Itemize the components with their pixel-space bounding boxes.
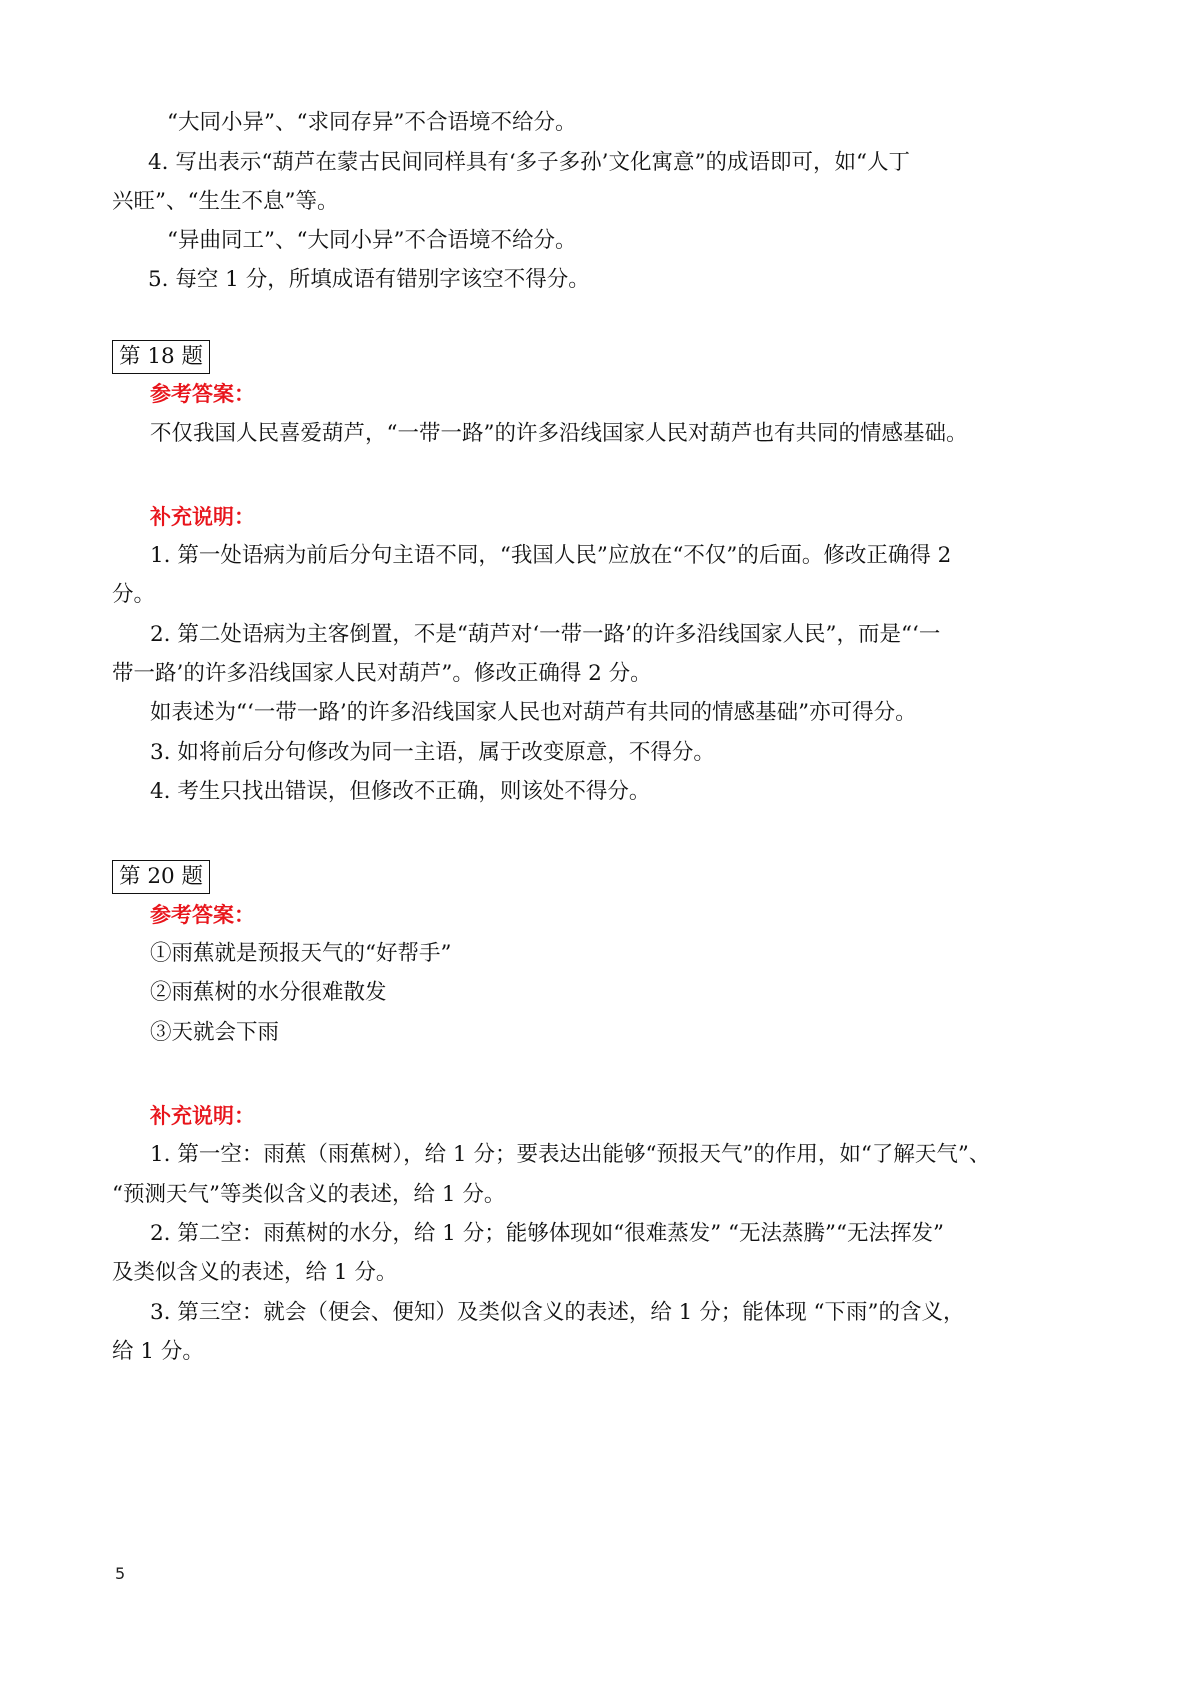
q20-answer-heading: 参考答案： bbox=[150, 903, 255, 927]
q18-note-line-3: 2. 第二处语病为主客倒置，不是“葫芦对‘一带一路’的许多沿线国家人民”，而是“‘一 bbox=[150, 622, 941, 647]
prev-note-line-4: “异曲同工”、“大同小异”不合语境不给分。 bbox=[167, 228, 577, 253]
q18-note-line-4: 带一路’的许多沿线国家人民对葫芦”。修改正确得 2 分。 bbox=[112, 661, 652, 686]
q18-note-line-2: 分。 bbox=[112, 582, 156, 607]
q18-answer-heading: 参考答案： bbox=[150, 382, 255, 406]
prev-note-line-3: 兴旺”、“生生不息”等。 bbox=[112, 189, 339, 214]
q18-note-line-7: 4. 考生只找出错误，但修改不正确，则该处不得分。 bbox=[150, 779, 651, 804]
q18-note-line-1: 1. 第一处语病为前后分句主语不同，“我国人民”应放在“不仅”的后面。修改正确得 2 bbox=[150, 543, 952, 568]
q20-answer-3: ③天就会下雨 bbox=[150, 1020, 280, 1045]
prev-note-line-2: 4. 写出表示“葫芦在蒙古民间同样具有‘多子多孙’文化寓意”的成语即可，如“人丁 bbox=[148, 150, 910, 175]
q20-answer-1: ①雨蕉就是预报天气的“好帮手” bbox=[150, 941, 452, 966]
q18-answer: 不仅我国人民喜爱葫芦，“一带一路”的许多沿线国家人民对葫芦也有共同的情感基础。 bbox=[150, 421, 968, 446]
q20-note-line-3: 2. 第二空：雨蕉树的水分，给 1 分；能够体现如“很难蒸发” “无法蒸腾”“无法挥发” bbox=[150, 1221, 944, 1246]
question-18-label: 第 18 题 bbox=[112, 340, 210, 374]
q20-answer-2: ②雨蕉树的水分很难散发 bbox=[150, 980, 387, 1005]
q20-note-line-5: 3. 第三空：就会（便会、便知）及类似含义的表述，给 1 分；能体现 “下雨”的含义， bbox=[150, 1300, 965, 1325]
question-20-label: 第 20 题 bbox=[112, 860, 210, 894]
q18-note-line-6: 3. 如将前后分句修改为同一主语，属于改变原意，不得分。 bbox=[150, 740, 715, 765]
prev-note-line-1: “大同小异”、“求同存异”不合语境不给分。 bbox=[167, 110, 577, 135]
q20-notes-heading: 补充说明： bbox=[150, 1104, 255, 1128]
q18-note-line-5: 如表述为“‘一带一路’的许多沿线国家人民也对葫芦有共同的情感基础”亦可得分。 bbox=[150, 700, 917, 725]
q18-notes-heading: 补充说明： bbox=[150, 505, 255, 529]
prev-note-line-5: 5. 每空 1 分，所填成语有错别字该空不得分。 bbox=[148, 267, 590, 292]
page-number: 5 bbox=[115, 1564, 126, 1583]
q20-note-line-1: 1. 第一空：雨蕉（雨蕉树），给 1 分；要表达出能够“预报天气”的作用，如“了解天气”、 bbox=[150, 1142, 991, 1167]
q20-note-line-2: “预测天气”等类似含义的表述，给 1 分。 bbox=[112, 1182, 506, 1207]
q20-note-line-6: 给 1 分。 bbox=[112, 1339, 204, 1364]
q20-note-line-4: 及类似含义的表述，给 1 分。 bbox=[112, 1260, 398, 1285]
